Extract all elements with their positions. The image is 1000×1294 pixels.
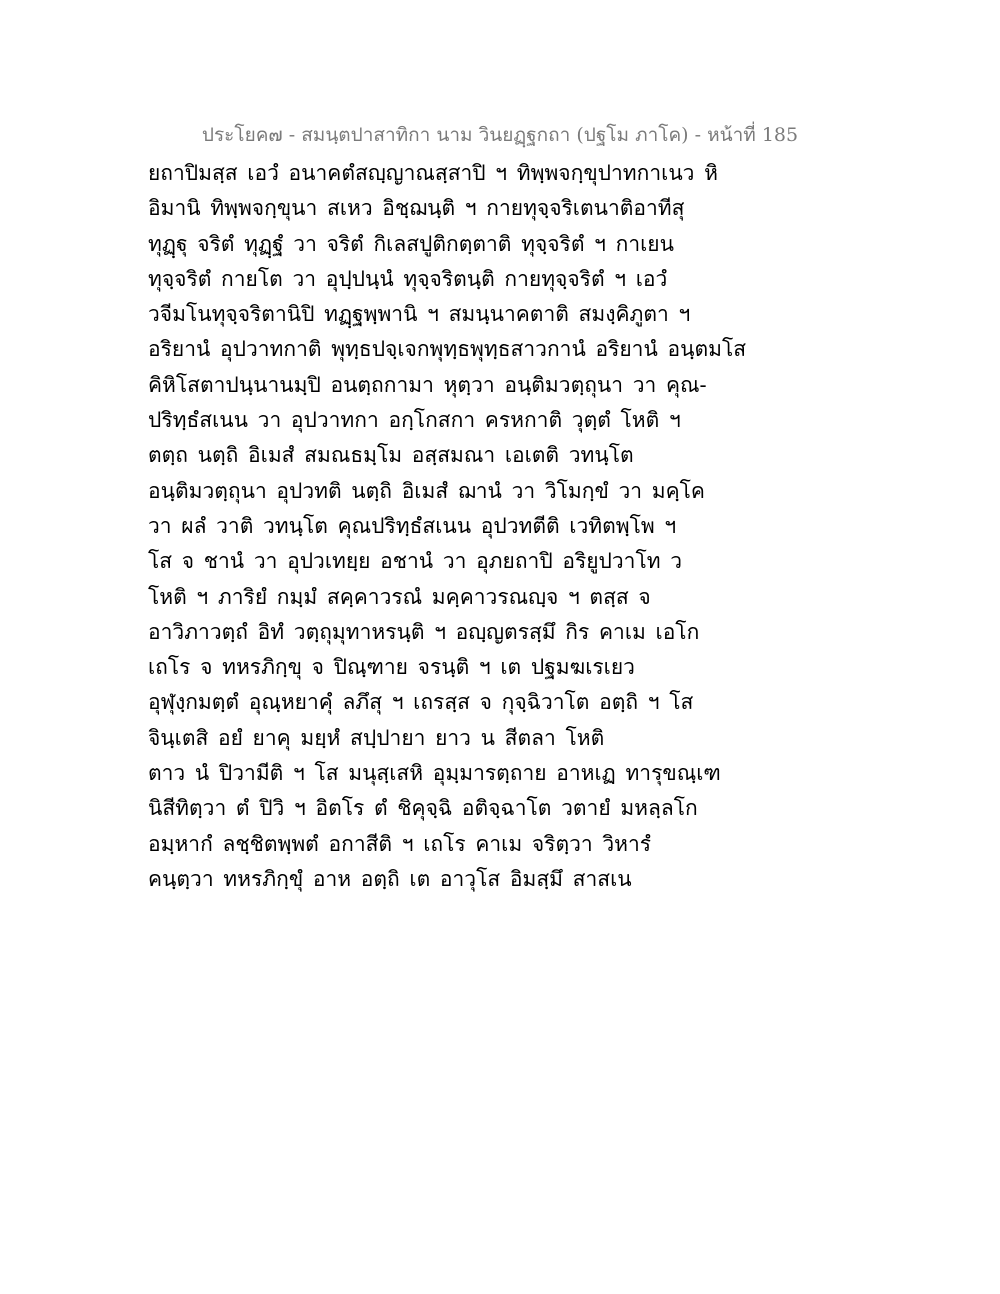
text-line: ทุจฺจริตํ กายโต วา อุปฺปนฺนํ ทุจฺจริตนฺติ กายทุจฺจริตํ ฯ เอวํ — [148, 266, 668, 291]
text-line: ตตฺถ นตฺถิ อิเมสํ สมณธมฺโม อสฺสมณา เอเตติ วทนฺโต — [148, 443, 634, 468]
text-line: ยถาปิมสฺส เอวํ อนาคตํสญฺญาณสฺสาปิ ฯ ทิพฺพจกฺขุปาทกาเนว หิ — [148, 161, 718, 185]
text-line: อมฺหากํ ลชฺชิตพฺพตํ อกาสีติ ฯ เถโร คาเม จริตฺวา วิหารํ — [148, 831, 652, 856]
text-line: วา ผลํ วาติ วทนฺโต คุณปริทฺธํสเนน อุปวทตีติ เวทิตพฺโพ ฯ — [148, 513, 677, 538]
text-line: จินฺเตสิ อยํ ยาคุ มยฺหํ สปฺปายา ยาว น สีตลา โหติ — [148, 725, 605, 750]
page-header: ประโยค๗ - สมนฺตปาสาทิกา นาม วินยฏฺฐกถา (ปฐโม ภาโค) - หน้าที่ 185 — [201, 124, 799, 146]
text-line: อุฬุงฺกมตฺตํ อุณฺหยาคุํ ลภึสุ ฯ เถรสฺส จ กุจฺฉิวาโต อตฺถิ ฯ โส — [148, 690, 694, 715]
text-line: คนฺตฺวา ทหรภิกฺขุํ อาห อตฺถิ เต อาวุโส อิมสฺมึ สาสเน — [148, 866, 632, 891]
text-line: คิหิโสตาปนฺนานมฺปิ อนตฺถกามา หุตฺวา อนฺติมวตฺถุนา วา คุณ- — [148, 372, 707, 397]
text-line: อาวิภาวตฺถํ อิทํ วตฺถุมุทาหรนฺติ ฯ อญฺญตรสฺมึ กิร คาเม เอโก — [148, 619, 700, 644]
text-line: วจีมโนทุจฺจริตานิปิ ทฏฺฐพฺพานิ ฯ สมนฺนาคตาติ สมงฺคิภูตา ฯ — [148, 302, 691, 327]
text-line: ปริทฺธํสเนน วา อุปวาทกา อกฺโกสกา ครหกาติ วุตฺตํ โหติ ฯ — [148, 408, 681, 433]
body-text — [148, 156, 868, 897]
text-line: ทุฏฺฐุ จริตํ ทุฏฺฐํ วา จริตํ กิเลสปูติกตฺตาติ ทุจฺจริตํ ฯ กาเยน — [148, 231, 674, 256]
text-line: โส จ ชานํ วา อุปวเทยฺย อชานํ วา อุภยถาปิ อริยูปวาโท ว — [148, 549, 683, 574]
text-line: อริยานํ อุปวาทกาติ พุทฺธปจฺเจกพุทฺธพุทฺธสาวกานํ อริยานํ อนฺตมโส — [148, 337, 747, 362]
text-line: เถโร จ ทหรภิกฺขุ จ ปิณฺฑาย จรนฺติ ฯ เต ปฐมฆเรเยว — [148, 655, 635, 680]
text-line: นิสีทิตฺวา ตํ ปิวิ ฯ อิตโร ตํ ชิคุจฺฉิ อติจฺฉาโต วตายํ มหลฺลโก — [148, 796, 698, 821]
text-line: อิมานิ ทิพฺพจกฺขุนา สเหว อิชฺฌนฺติ ฯ กายทุจฺจริเตนาติอาทีสุ — [148, 196, 685, 221]
text-line: อนฺติมวตฺถุนา อุปวทติ นตฺถิ อิเมสํ ฌานํ วา วิโมกฺขํ วา มคฺโค — [148, 478, 705, 503]
text-line: ตาว นํ ปิวามีติ ฯ โส มนุสฺเสหิ อุมฺมารตฺถาย อาหเฏ ทารุขณฺเฑ — [148, 761, 721, 786]
text-line: โหติ ฯ ภาริยํ กมฺมํ สคฺคาวรณํ มคฺคาวรณญฺจ ฯ ตสฺส จ — [148, 584, 651, 609]
